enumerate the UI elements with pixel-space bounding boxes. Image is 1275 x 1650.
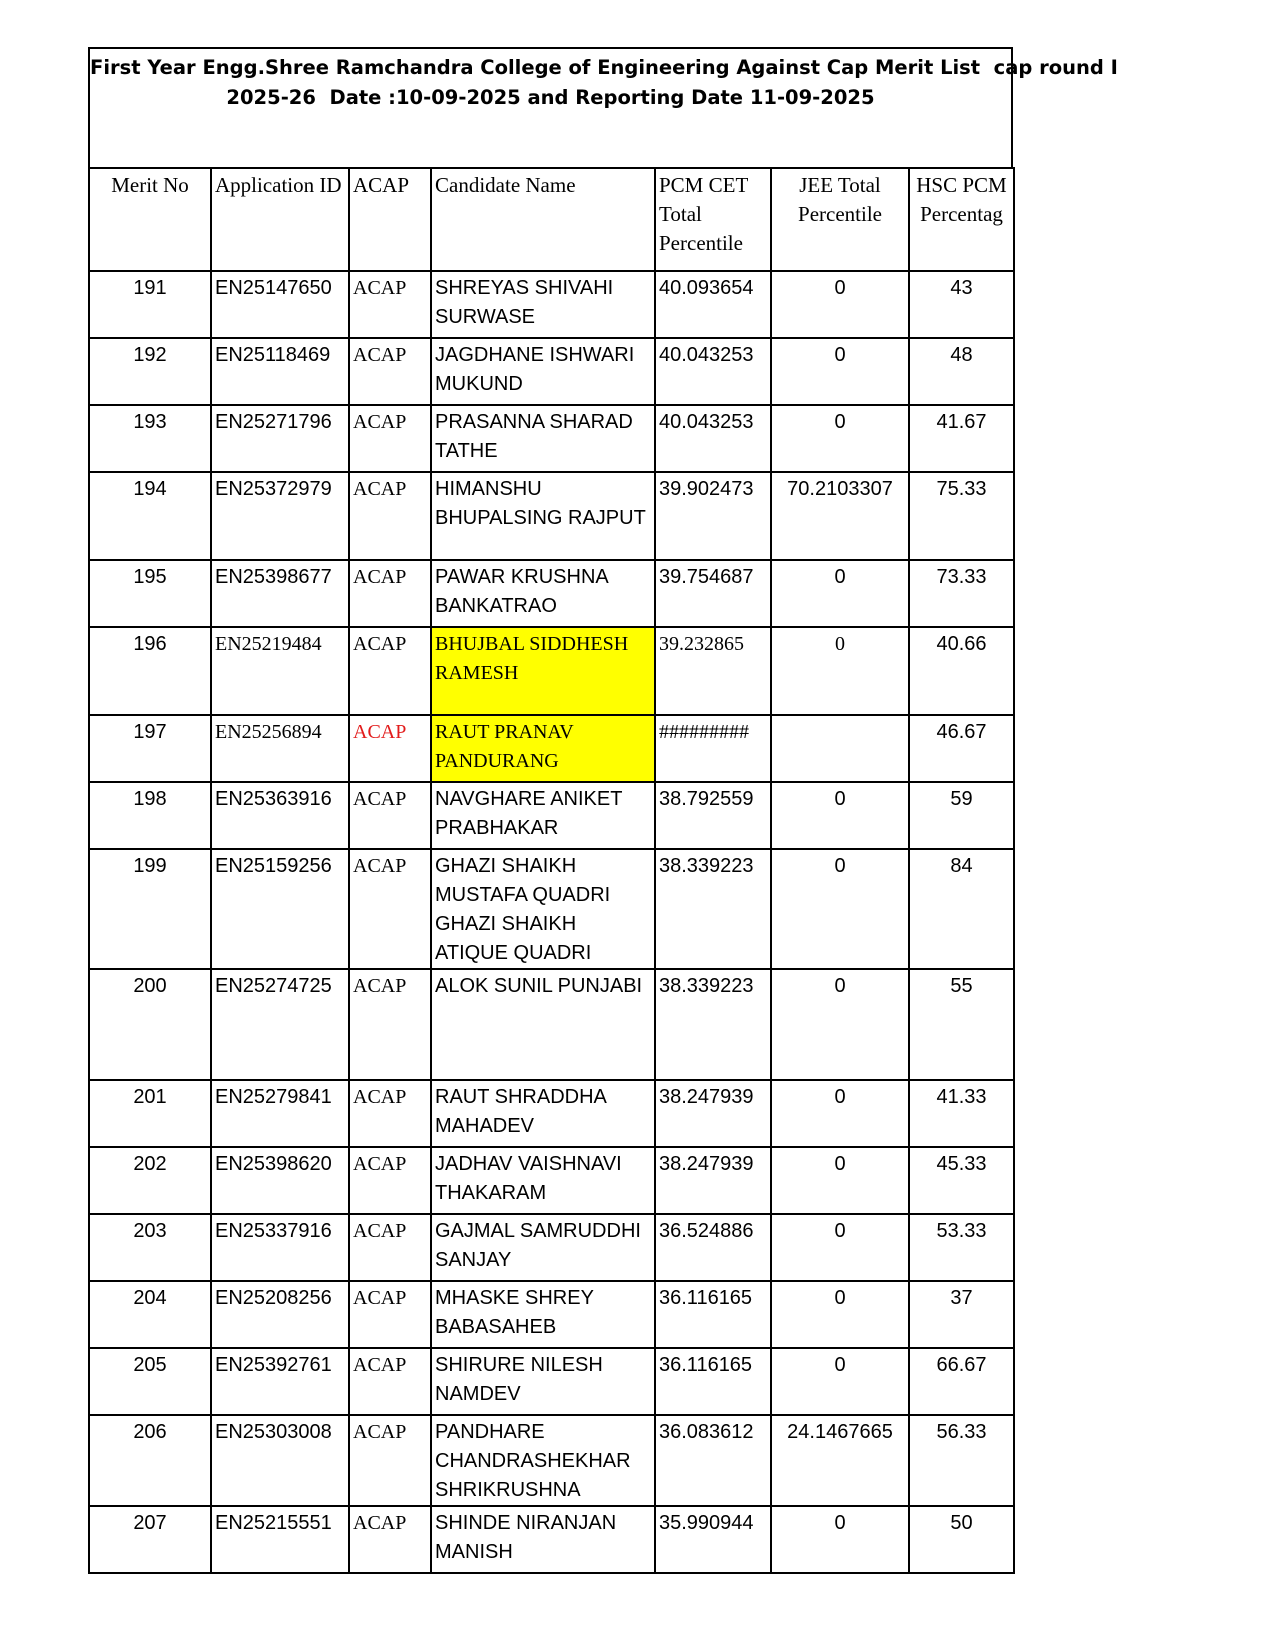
merit-no-cell: 193 [89,405,211,472]
merit-no-cell: 204 [89,1281,211,1348]
hsc-cell: 43 [909,271,1014,338]
table-row [89,1281,1014,1348]
table-row [89,338,1014,405]
merit-no-cell: 191 [89,271,211,338]
jee-cell: 0 [771,849,909,969]
candidate-name-cell-highlighted: RAUT PRANAV PANDURANG [431,715,655,782]
hsc-cell: 41.67 [909,405,1014,472]
table-row [89,1080,1014,1147]
hsc-cell: 75.33 [909,472,1014,560]
hsc-cell: 37 [909,1281,1014,1348]
acap-cell: ACAP [349,405,431,472]
acap-cell: ACAP [349,1281,431,1348]
table-row [89,969,1014,1080]
jee-cell: 24.1467665 [771,1415,909,1506]
application-id-cell: EN25118469 [211,338,349,405]
jee-cell: 70.2103307 [771,472,909,560]
acap-cell: ACAP [349,1415,431,1506]
acap-cell: ACAP [349,849,431,969]
candidate-name-cell: NAVGHARE ANIKET PRABHAKAR [431,782,655,849]
hsc-cell: 40.66 [909,627,1014,715]
acap-cell: ACAP [349,1348,431,1415]
header-row [89,168,1014,271]
table-row [89,782,1014,849]
jee-cell: 0 [771,1147,909,1214]
jee-cell-empty [771,715,909,782]
acap-cell: ACAP [349,338,431,405]
acap-cell: ACAP [349,627,431,715]
candidate-name-cell: JADHAV VAISHNAVI THAKARAM [431,1147,655,1214]
candidate-name-cell: RAUT SHRADDHA MAHADEV [431,1080,655,1147]
pcm-cet-cell: 38.247939 [655,1147,771,1214]
application-id-cell: EN25256894 [211,715,349,782]
pcm-cet-cell: 38.247939 [655,1080,771,1147]
hsc-cell: 45.33 [909,1147,1014,1214]
pcm-cet-cell: 36.116165 [655,1281,771,1348]
hsc-cell: 56.33 [909,1415,1014,1506]
application-id-cell: EN25363916 [211,782,349,849]
candidate-name-cell: PAWAR KRUSHNA BANKATRAO [431,560,655,627]
table-row [89,271,1014,338]
merit-no-cell: 201 [89,1080,211,1147]
pcm-cet-cell: 39.754687 [655,560,771,627]
application-id-cell: EN25392761 [211,1348,349,1415]
pcm-cet-cell: 36.116165 [655,1348,771,1415]
application-id-cell: EN25303008 [211,1415,349,1506]
pcm-cet-cell: 38.339223 [655,969,771,1080]
table-row [89,472,1014,560]
acap-cell: ACAP [349,969,431,1080]
merit-no-cell: 196 [89,627,211,715]
table-row [89,405,1014,472]
merit-table [88,167,1015,1574]
acap-cell: ACAP [349,472,431,560]
acap-cell: ACAP [349,1506,431,1573]
table-row [89,1214,1014,1281]
pcm-cet-cell: 39.232865 [655,627,771,715]
col-header-jee: JEE Total Percentile [771,168,909,271]
application-id-cell: EN25215551 [211,1506,349,1573]
merit-no-cell: 206 [89,1415,211,1506]
pcm-cet-cell: 40.043253 [655,405,771,472]
merit-no-cell: 202 [89,1147,211,1214]
table-row [89,849,1014,969]
acap-cell: ACAP [349,1080,431,1147]
merit-no-cell: 195 [89,560,211,627]
hsc-cell: 48 [909,338,1014,405]
merit-no-cell: 197 [89,715,211,782]
pcm-cet-cell: 36.083612 [655,1415,771,1506]
jee-cell: 0 [771,338,909,405]
hsc-cell: 66.67 [909,1348,1014,1415]
pcm-cet-cell: 36.524886 [655,1214,771,1281]
table-row [89,1415,1014,1506]
table-row [89,560,1014,627]
table-row [89,1506,1014,1573]
candidate-name-cell: SHIRURE NILESH NAMDEV [431,1348,655,1415]
jee-cell: 0 [771,1348,909,1415]
table-row [89,715,1014,782]
col-header-merit-no: Merit No [89,168,211,271]
application-id-cell: EN25337916 [211,1214,349,1281]
candidate-name-cell: ALOK SUNIL PUNJABI [431,969,655,1080]
jee-cell: 0 [771,1281,909,1348]
col-header-candidate-name: Candidate Name [431,168,655,271]
application-id-cell: EN25372979 [211,472,349,560]
application-id-cell: EN25274725 [211,969,349,1080]
merit-no-cell: 199 [89,849,211,969]
col-header-application-id: Application ID [211,168,349,271]
table-row [89,627,1014,715]
jee-cell: 0 [771,782,909,849]
hsc-cell: 46.67 [909,715,1014,782]
pcm-cet-cell-overflow: ######### [655,715,771,782]
acap-cell: ACAP [349,271,431,338]
candidate-name-cell: MHASKE SHREY BABASAHEB [431,1281,655,1348]
application-id-cell: EN25271796 [211,405,349,472]
hsc-cell: 84 [909,849,1014,969]
merit-no-cell: 200 [89,969,211,1080]
merit-no-cell: 205 [89,1348,211,1415]
candidate-name-cell: HIMANSHU BHUPALSING RAJPUT [431,472,655,560]
application-id-cell: EN25147650 [211,271,349,338]
merit-no-cell: 192 [89,338,211,405]
acap-cell: ACAP [349,560,431,627]
acap-cell: ACAP [349,1214,431,1281]
hsc-cell: 55 [909,969,1014,1080]
candidate-name-cell-highlighted: BHUJBAL SIDDHESH RAMESH [431,627,655,715]
hsc-cell: 59 [909,782,1014,849]
jee-cell: 0 [771,1214,909,1281]
pcm-cet-cell: 40.093654 [655,271,771,338]
candidate-name-cell: GHAZI SHAIKH MUSTAFA QUADRI GHAZI SHAIKH ATIQUE QUADRI [431,849,655,969]
pcm-cet-cell: 35.990944 [655,1506,771,1573]
merit-no-cell: 194 [89,472,211,560]
table-row [89,1147,1014,1214]
col-header-hsc: HSC PCM Percentag [909,168,1014,271]
candidate-name-cell: PANDHARE CHANDRASHEKHAR SHRIKRUSHNA [431,1415,655,1506]
application-id-cell: EN25398620 [211,1147,349,1214]
hsc-cell: 53.33 [909,1214,1014,1281]
acap-cell: ACAP [349,1147,431,1214]
jee-cell: 0 [771,1506,909,1573]
col-header-acap: ACAP [349,168,431,271]
jee-cell: 0 [771,1080,909,1147]
pcm-cet-cell: 38.792559 [655,782,771,849]
candidate-name-cell: GAJMAL SAMRUDDHI SANJAY [431,1214,655,1281]
candidate-name-cell: SHREYAS SHIVAHI SURWASE [431,271,655,338]
application-id-cell: EN25279841 [211,1080,349,1147]
acap-cell: ACAP [349,782,431,849]
col-header-pcm-cet: PCM CET Total Percentile [655,168,771,271]
jee-cell: 0 [771,969,909,1080]
hsc-cell: 73.33 [909,560,1014,627]
title-line-2: 2025-26 Date :10-09-2025 and Reporting Date 11-09-2025 [226,86,875,109]
table-row [89,1348,1014,1415]
application-id-cell: EN25219484 [211,627,349,715]
merit-no-cell: 198 [89,782,211,849]
application-id-cell: EN25159256 [211,849,349,969]
jee-cell: 0 [771,405,909,472]
hsc-cell: 41.33 [909,1080,1014,1147]
application-id-cell: EN25398677 [211,560,349,627]
merit-no-cell: 203 [89,1214,211,1281]
jee-cell: 0 [771,560,909,627]
pcm-cet-cell: 39.902473 [655,472,771,560]
jee-cell: 0 [771,627,909,715]
candidate-name-cell: JAGDHANE ISHWARI MUKUND [431,338,655,405]
hsc-cell: 50 [909,1506,1014,1573]
merit-list-sheet [88,47,1118,1574]
jee-cell: 0 [771,271,909,338]
merit-no-cell: 207 [89,1506,211,1573]
title-line-1: First Year Engg.Shree Ramchandra College of Engineering Against Cap Merit List cap round I [90,56,1118,79]
application-id-cell: EN25208256 [211,1281,349,1348]
title-box [88,47,1118,167]
pcm-cet-cell: 38.339223 [655,849,771,969]
candidate-name-cell: PRASANNA SHARAD TATHE [431,405,655,472]
acap-cell-alert: ACAP [349,715,431,782]
pcm-cet-cell: 40.043253 [655,338,771,405]
candidate-name-cell: SHINDE NIRANJAN MANISH [431,1506,655,1573]
